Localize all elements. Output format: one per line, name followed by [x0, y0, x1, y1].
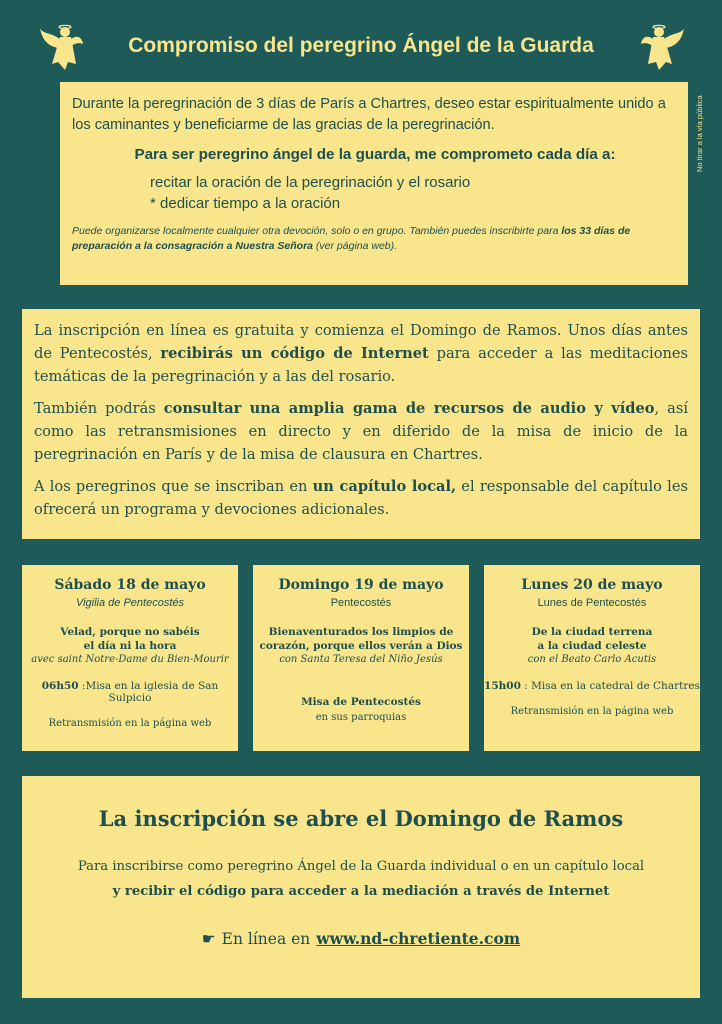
commitment-list: [150, 172, 678, 214]
day-mass: 06h50 :Misa en la iglesia de San Sulpicio: [41, 680, 219, 704]
day-subtitle: Pentecostés: [330, 597, 392, 609]
registration-panel: [22, 776, 700, 998]
list-item: recitar la oración de la peregrinación y el rosario: [150, 174, 471, 191]
day-title: Lunes 20 de mayo: [521, 577, 663, 593]
day-card-sunday: [253, 565, 469, 751]
info-paragraph: También podrás consultar una amplia gama de recursos de audio y vídeo, así como las retransmisiones en directo y en diferido de la misa de inicio de la peregrinación en París y de la misa de clausura en Chartres.: [34, 400, 688, 463]
angel-icon: [640, 24, 686, 72]
website-link[interactable]: www.nd-chretiente.com: [316, 929, 521, 948]
day-mass: Misa de Pentecostés: [301, 696, 421, 708]
info-paragraph: A los peregrinos que se inscriban en un capítulo local, el responsable del capítulo les ofrecerá un programa y devociones adicionales.: [34, 478, 688, 518]
day-subtitle: Lunes de Pentecostés: [537, 597, 647, 609]
commitment-note: Puede organizarse localmente cualquier otra devoción, solo o en grupo. También puedes inscribirte para los 33 días de preparación a la consagración a Nuestra Señora (ver página web).: [72, 225, 631, 252]
angel-icon: [38, 24, 84, 72]
day-mass: 15h00 : Misa en la catedral de Chartres: [484, 680, 700, 692]
day-patron: avec saint Notre-Dame du Bien-Mourir: [31, 654, 229, 665]
day-patron: con Santa Teresa del Niño Jesús: [279, 654, 443, 665]
info-paragraph: La inscripción en línea es gratuita y comienza el Domingo de Ramos. Unos días antes de Pentecostés, recibirás un código de Internet para acceder a las meditaciones temáticas de la peregrinación y a las del rosario.: [34, 322, 689, 385]
commitment-heading: Para ser peregrino ángel de la guarda, me comprometo cada día a:: [134, 146, 616, 163]
day-card-monday: [484, 565, 700, 751]
day-title: Sábado 18 de mayo: [54, 577, 206, 593]
side-note: No tirar a la vía pública: [695, 95, 704, 172]
day-quote: Velad, porque no sabéis el día ni la hora: [60, 626, 200, 652]
registration-line: Para inscribirse como peregrino Ángel de la Guarda individual o en un capítulo local: [77, 859, 645, 874]
commitment-intro: Durante la peregrinación de 3 días de París a Chartres, deseo estar espiritualmente unido a los caminantes y beneficiarme de las gracias de la peregrinación.: [72, 96, 666, 133]
day-card-saturday: [22, 565, 238, 751]
page-title: Compromiso del peregrino Ángel de la Guarda: [128, 34, 594, 57]
day-quote: De la ciudad terrena a la ciudad celeste: [531, 626, 653, 652]
consecration-link-text: los 33 días de preparación a la consagración a Nuestra Señora: [72, 225, 631, 252]
day-quote: Bienaventurados los limpios de corazón, porque ellos verán a Dios: [259, 626, 463, 652]
day-subtitle: Vigilia de Pentecostés: [75, 597, 185, 609]
registration-heading: La inscripción se abre el Domingo de Ramos: [98, 806, 624, 831]
day-mass-place: en sus parroquias: [315, 712, 407, 723]
list-item: * dedicar tiempo a la oración: [150, 195, 341, 212]
day-title: Domingo 19 de mayo: [278, 577, 444, 593]
day-patron: con el Beato Carlo Acutis: [527, 654, 657, 665]
day-rebroadcast: Retransmisión en la página web: [48, 718, 212, 729]
day-rebroadcast: Retransmisión en la página web: [510, 706, 674, 717]
online-label: En línea en: [221, 930, 311, 948]
registration-line: y recibir el código para acceder a la mediación a través de Internet: [112, 884, 610, 899]
commitment-panel: [60, 82, 688, 285]
online-registration: [22, 929, 700, 948]
header: [0, 22, 722, 74]
info-panel: [22, 309, 700, 539]
pointing-hand-icon: ☛: [201, 930, 216, 948]
